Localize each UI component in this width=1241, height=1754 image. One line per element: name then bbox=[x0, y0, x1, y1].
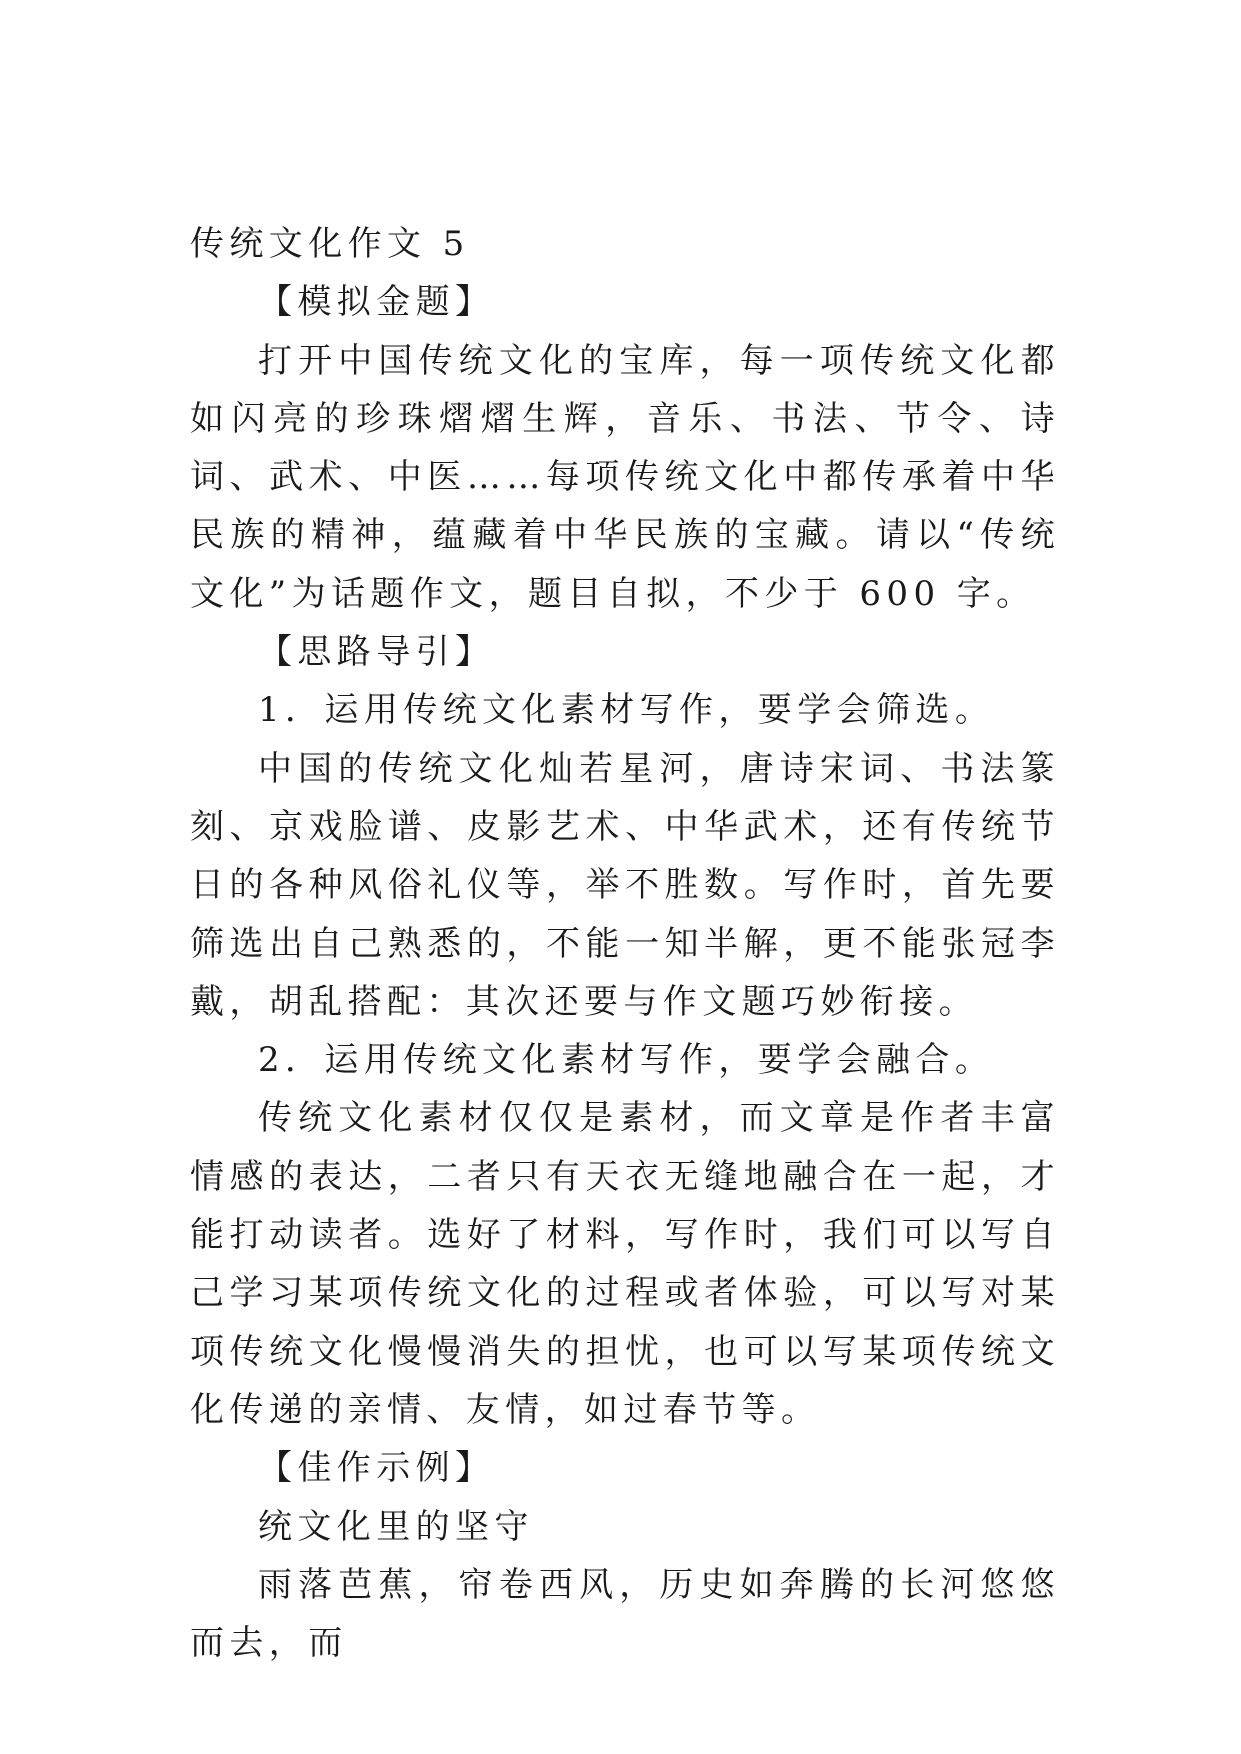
guide-heading: 【思路导引】 bbox=[258, 632, 495, 673]
document-title: 传统文化作文 5 bbox=[190, 224, 470, 264]
example-essay-title: 统文化里的坚守 bbox=[258, 1506, 534, 1547]
guide-point-1-title: 1．运用传统文化素材写作，要学会筛选。 bbox=[258, 690, 995, 731]
guide-point-1-paragraph: 中国的传统文化灿若星河，唐诗宋词、书法篆刻、京戏脸谱、皮影艺术、中华武术，还有传统节日的各种风俗礼仪等，举不胜数。写作时，首先要筛选出自己熟悉的，不能一知半解，更不能张冠李戴，胡乱搭配：其次还要与作文题巧妙衔接。 bbox=[190, 748, 1060, 1022]
prompt-heading: 【模拟金题】 bbox=[258, 282, 495, 323]
guide-point-2-title: 2．运用传统文化素材写作，要学会融合。 bbox=[258, 1040, 995, 1081]
document-body bbox=[190, 215, 1060, 1672]
guide-point-2-paragraph: 传统文化素材仅仅是素材，而文章是作者丰富情感的表达，二者只有天衣无缝地融合在一起，才能打动读者。选好了材料，写作时，我们可以写自己学习某项传统文化的过程或者体验，可以写对某项传统文化慢慢消失的担忧，也可以写某项传统文化传递的亲情、友情，如过春节等。 bbox=[190, 1098, 1060, 1430]
example-essay-first-line: 雨落芭蕉，帘卷西风，历史如奔腾的长河悠悠而去，而 bbox=[190, 1564, 1060, 1664]
prompt-paragraph: 打开中国传统文化的宝库，每一项传统文化都如闪亮的珍珠熠熠生辉，音乐、书法、节令、诗词、武术、中医……每项传统文化中都传承着中华民族的精神，蕴藏着中华民族的宝藏。请以“传统文化”为话题作文，题目自拟，不少于 600 字。 bbox=[190, 340, 1060, 614]
example-heading: 【佳作示例】 bbox=[258, 1448, 495, 1489]
